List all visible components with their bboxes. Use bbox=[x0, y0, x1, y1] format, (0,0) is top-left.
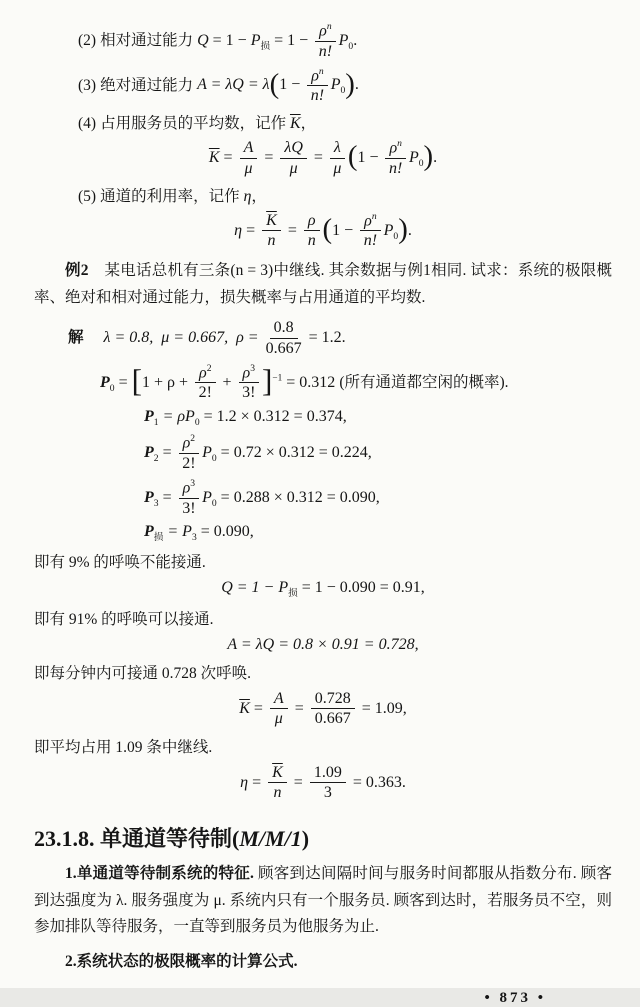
note-91-percent: 即有 91% 的呼唤可以接通. bbox=[34, 610, 214, 628]
fraction: $\frac{\rho^n}{n!}$ bbox=[360, 212, 380, 251]
paragraph-mm1-characteristics: 1.单通道等待制系统的特征. 顾客到达间隔时间与服务时间都服从指数分布. 顾客到达强度为 λ. 服务强度为 μ. 系统内只有一个服务员. 顾客到达时，若服务员不空，则参加排队等待服务，一直等到服务员为他服务为止. bbox=[34, 865, 612, 936]
formula-q-value: $Q = 1 - P_损 = 1 - 0.090 = 0.91$, bbox=[221, 579, 425, 600]
fraction: $\frac{\rho^2}{2!}$ bbox=[179, 434, 199, 473]
page-number: • 873 • bbox=[484, 989, 546, 1006]
item-absolute-capacity bbox=[34, 67, 612, 106]
item-number: (2) bbox=[78, 31, 97, 49]
item-mean-busy-servers: (4) 占用服务员的平均数，记作 $\overline{K}$， bbox=[78, 115, 317, 133]
fraction: $\frac{\rho^3}{3!}$ bbox=[239, 364, 259, 403]
example-2-paragraph: 例2 某电话总机有三条(n = 3)中继线. 其余数据与例1相同. 试求：系统的极限概率、绝对和相对通过能力，损失概率与占用通道的平均数. bbox=[34, 262, 612, 306]
formula-p0: $P_0 = [1 + \rho$ + $\frac{\rho^2}{2!}$ + $\frac{\rho^3}{3!}$ ]$^{-1}$ = 0.312 (所有通道都空闲的概率). bbox=[100, 362, 509, 402]
section-heading-math: M/M/1 bbox=[239, 826, 302, 852]
item-label: 通道的利用率，记作 bbox=[100, 187, 244, 205]
fraction: $\frac{\overline{K}}{n}$ bbox=[268, 764, 287, 802]
fraction: $\frac{\overline{K}}{n}$ bbox=[262, 212, 281, 250]
item-relative-capacity bbox=[34, 22, 612, 61]
fraction: $\frac{0.728}{0.667}$ bbox=[311, 690, 355, 728]
fraction: $\frac{0.8}{0.667}$ bbox=[265, 319, 302, 357]
item-number: (3) bbox=[78, 76, 97, 94]
formula-k-value: $\overline{K}$ = $\frac{A}{\mu}$ = $\frac{0.728}{0.667}$ = 1.09, bbox=[239, 689, 407, 728]
formula-p1: $P_1 = \rho P_0 = 1.2 \times 0.312 = 0.374$, bbox=[144, 408, 347, 429]
fraction: $\frac{A}{\mu}$ bbox=[240, 139, 258, 177]
formula-p-loss: $P_损 = P_3 = 0.090$, bbox=[144, 523, 254, 544]
fraction: $\frac{1.09}{3}$ bbox=[310, 764, 346, 802]
solve-tag: 解 bbox=[68, 329, 84, 347]
item-label: 绝对通过能力 bbox=[100, 76, 194, 94]
formula-absolute-capacity: A = λQ = λ(1 − $\frac{\rho^n}{n!}$ $P_0$). bbox=[197, 65, 359, 105]
example-tag: 例2 bbox=[65, 262, 89, 280]
formula-k-bar: $\overline{K}$ = $\frac{A}{\mu}$ = $\frac{\lambda Q}{\mu}$ = $\frac{\lambda}{\mu}$ (1 − $\frac{\rho^n}{n!}$ $P_0$). bbox=[208, 138, 438, 177]
fraction: $\frac{\rho^2}{2!}$ bbox=[195, 364, 215, 403]
fraction: $\frac{\rho}{n}$ bbox=[304, 212, 320, 250]
fraction: $\frac{A}{\mu}$ bbox=[270, 690, 288, 728]
fraction: $\frac{\rho^3}{3!}$ bbox=[179, 479, 199, 518]
formula-p3: $P_3$ = $\frac{\rho^3}{3!}$ $P_0 = 0.288 \times 0.312 = 0.090$, bbox=[144, 477, 380, 517]
item-channel-utilization: (5) 通道的利用率，记作 η， bbox=[78, 187, 267, 205]
fraction: $\frac{\rho^n}{n!}$ bbox=[385, 139, 405, 178]
fraction: $\frac{\rho^n}{n!}$ bbox=[307, 67, 327, 106]
solution-line: 解 λ = 0.8, μ = 0.667, ρ = $\frac{0.8}{0.667}$ = 1.2. bbox=[68, 319, 346, 357]
formula-p2: $P_2$ = $\frac{\rho^2}{2!}$ $P_0 = 0.72 \times 0.312 = 0.224$, bbox=[144, 433, 372, 473]
item-label: 相对通过能力 bbox=[100, 31, 194, 49]
section-heading: 23.1.8. 单通道等待制(M/M/1) bbox=[34, 826, 310, 852]
item-number: (4) bbox=[78, 115, 97, 133]
paragraph-limit-probability: 2.系统状态的极限概率的计算公式. bbox=[65, 953, 298, 971]
note-9-percent: 即有 9% 的呼唤不能接通. bbox=[34, 554, 206, 572]
fraction: $\frac{\lambda}{\mu}$ bbox=[330, 139, 345, 177]
formula-eta: η = $\frac{\overline{K}}{n}$ = $\frac{\rho}{n}$ (1 − $\frac{\rho^n}{n!}$ $P_0$). bbox=[234, 210, 412, 250]
formula-eta-value: η = $\frac{\overline{K}}{n}$ = $\frac{1.09}{3}$ = 0.363. bbox=[240, 763, 406, 802]
formula-a-value: A = λQ = 0.8 × 0.91 = 0.728, bbox=[227, 635, 419, 653]
fraction: $\frac{\lambda Q}{\mu}$ bbox=[280, 139, 306, 177]
fraction: $\frac{\rho^n}{n!}$ bbox=[315, 22, 335, 61]
note-average-trunks: 即平均占用 1.09 条中继线. bbox=[34, 738, 213, 756]
item-label: 占用服务员的平均数，记作 bbox=[100, 115, 290, 133]
note-calls-per-minute: 即每分钟内可接通 0.728 次呼唤. bbox=[34, 664, 252, 682]
item-number: (5) bbox=[78, 187, 97, 205]
formula-relative-capacity: $Q = 1 - P_损 = 1$ − $\frac{\rho^n}{n!}$ $P_0$. bbox=[197, 21, 358, 60]
